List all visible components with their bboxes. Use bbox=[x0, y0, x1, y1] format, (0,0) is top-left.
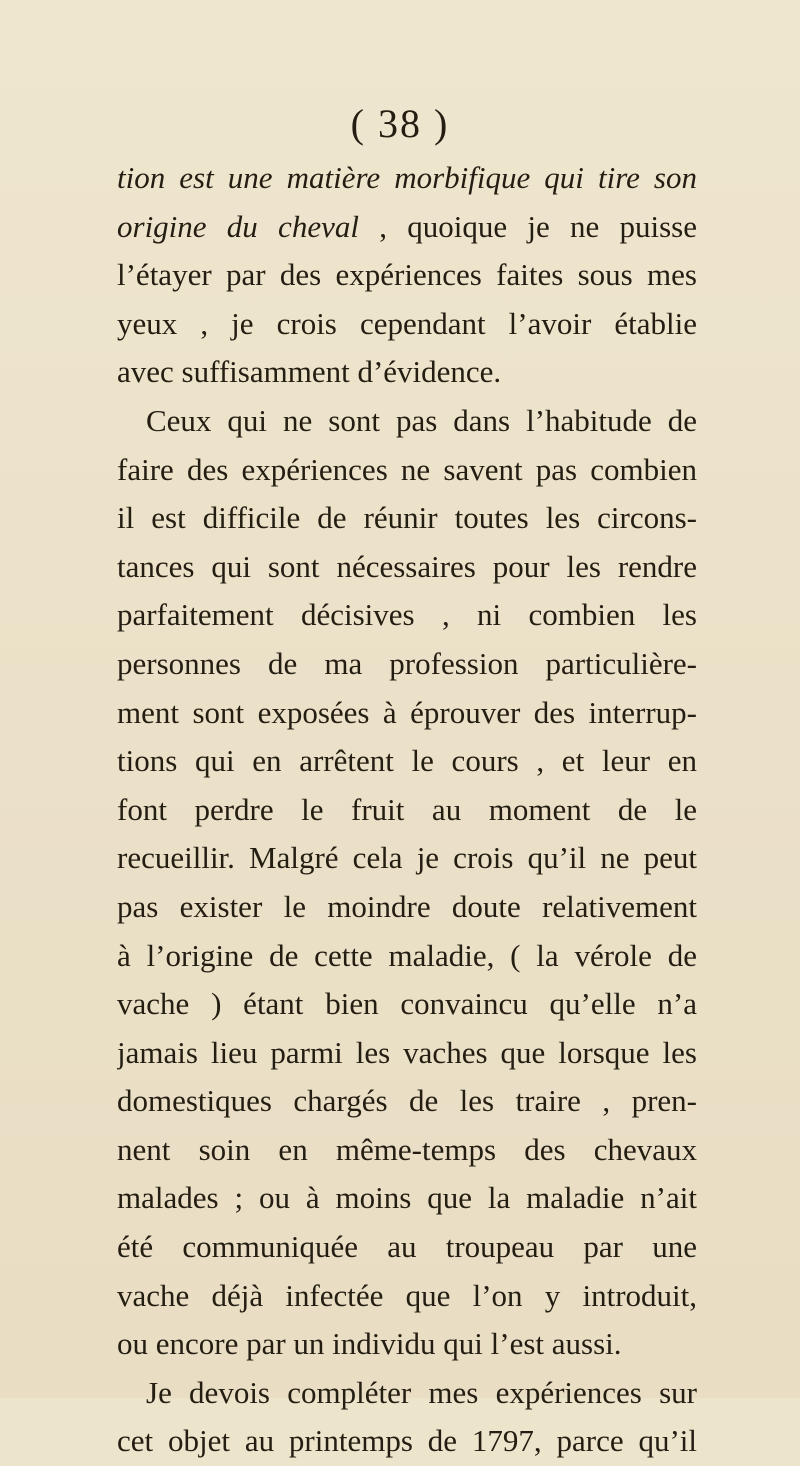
text-line: l’étayer par des expériences faites sous mes bbox=[117, 257, 697, 293]
text-line: cet objet au printemps de 1797, parce qu’il bbox=[117, 1423, 697, 1459]
text-line: jamais lieu parmi les vaches que lorsque les bbox=[117, 1034, 697, 1070]
text-line: recueillir. Malgré cela je crois qu’il ne peut bbox=[117, 840, 697, 876]
text-line: vache ) étant bien convaincu qu’elle n’a bbox=[117, 986, 697, 1022]
text-line: tances qui sont nécessaires pour les rendre bbox=[117, 548, 697, 584]
text-line: font perdre le fruit au moment de le bbox=[117, 791, 697, 827]
text-line: personnes de ma profession particulière- bbox=[117, 645, 697, 681]
page-number: ( 38 ) bbox=[350, 101, 450, 146]
text-line: été communiquée au troupeau par une bbox=[117, 1229, 697, 1265]
text-line: il est difficile de réunir toutes les circons- bbox=[117, 500, 697, 536]
text-line: ment sont exposées à éprouver des interrup- bbox=[117, 694, 697, 730]
text-line: faire des expériences ne savent pas combien bbox=[117, 451, 697, 487]
text-line: tions qui en arrêtent le cours , et leur en bbox=[117, 743, 697, 779]
body-text bbox=[117, 154, 697, 1466]
italic-text: origine du cheval bbox=[117, 208, 359, 244]
text-line-paragraph-start: Ceux qui ne sont pas dans l’habitude de bbox=[146, 402, 697, 438]
text-line: vache déjà infectée que l’on y introduit, bbox=[117, 1277, 697, 1313]
text-line: domestiques chargés de les traire , pren- bbox=[117, 1083, 697, 1119]
text-line bbox=[117, 154, 697, 203]
text-line: malades ; ou à moins que la maladie n’ait bbox=[117, 1180, 697, 1216]
text-line: nent soin en même-temps des chevaux bbox=[117, 1131, 697, 1167]
text-line: parfaitement décisives , ni combien les bbox=[117, 597, 697, 633]
text-line-paragraph-end: avec suffisamment d’évidence. bbox=[117, 354, 502, 390]
italic-text: tion est une matière morbifique qui tire son bbox=[117, 160, 697, 195]
text-line: pas exister le moindre doute relativement bbox=[117, 888, 697, 924]
text-line: à l’origine de cette maladie, ( la vérole de bbox=[117, 937, 697, 973]
text-line-paragraph-end: ou encore par un individu qui l’est aussi. bbox=[117, 1326, 622, 1362]
text-line: origine du cheval , quoique je ne puisse bbox=[117, 208, 697, 244]
text-line-paragraph-start: Je devois compléter mes expériences sur bbox=[146, 1374, 697, 1410]
text-line: yeux , je crois cependant l’avoir établie bbox=[117, 305, 697, 341]
